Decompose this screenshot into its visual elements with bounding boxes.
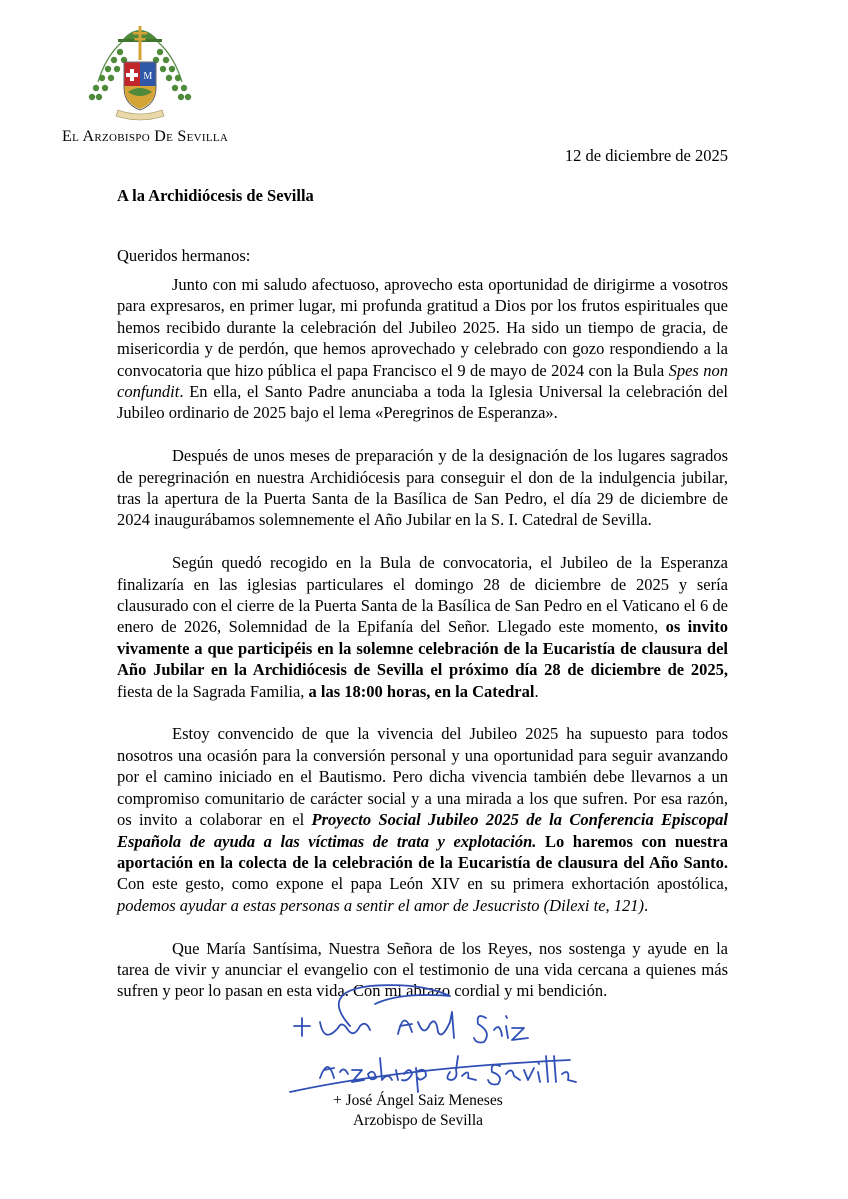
p4-text-a: Estoy convencido de que la vivencia del Jubileo 2025 ha supuesto para todos nosotros una ocasión para la conversión personal y una oportunidad para seguir avanzando por el camino iniciado en el Bautismo. Pero dicha vivencia también debe llevarnos a un compromiso comunitario de carácter social y a una mirada a los que sufren. Por esa razón, os invito a colaborar en el: [117, 724, 728, 830]
p1-text-a: Junto con mi saludo afectuoso, aprovecho esta oportunidad de dirigirme a vosotros para expresaros, en primer lugar, mi profunda gratitud a Dios por los frutos espirituales que hemos recibido durante la celebración del Jubileo 2025. Ha sido un tiempo de gracia, de misericordia y de perdón, que hemos aprovechado y celebrado con gozo respondiendo a la convocatoria que hizo pública el papa Francisco el 9 de mayo de 2024 con la Bula: [117, 275, 728, 380]
paragraph-3: [117, 552, 728, 702]
p4-project-title: Proyecto Social Jubileo 2025 de la Conferencia Episcopal Española de ayuda a las víctimas de trata y explotación.: [117, 810, 728, 851]
recipient-line: A la Archidiócesis de Sevilla: [117, 186, 314, 205]
paragraph-2: Después de unos meses de preparación y de la designación de los lugares sagrados de peregrinación en nuestra Archidiócesis para conseguir el don de la indulgencia jubilar, tras la apertura de la Puerta Santa de la Basílica de San Pedro, el día 29 de diciembre de 2024 inaugurábamos solemnemente el Año Jubilar en la S. I. Catedral de Sevilla.: [117, 446, 728, 530]
sender-heading: El Arzobispo De Sevilla: [62, 128, 229, 145]
p4-collection-bold: Lo haremos con nuestra aportación en la colecta de la celebración de la Eucaristía de clausura del Año Santo.: [117, 831, 728, 872]
paragraph-4: [117, 723, 728, 916]
p3-invitation-bold: os invito vivamente a que participéis en la solemne celebración de la Eucaristía de clausura del Año Jubilar en la Archidiócesis de Sevilla el próximo día 28 de diciembre de 2025,: [117, 617, 728, 680]
p3-time-place-bold: a las 18:00 horas, en la Catedral: [308, 681, 535, 701]
p3-text-e: .: [534, 681, 539, 701]
paragraph-1: [117, 274, 728, 424]
svg-text:M: M: [143, 71, 153, 82]
p3-text-a: Según quedó recogido en la Bula de convocatoria, el Jubileo de la Esperanza finalizaría en las iglesias particulares el domingo 28 de diciembre de 2025 y sería clausurado con el cierre de la Puerta Santa de la Basílica de San Pedro en el Vaticano el 6 de enero de 2026, Solemnidad de la Epifanía del Señor. Llegado este momento,: [117, 553, 728, 637]
paragraph-5: Que María Santísima, Nuestra Señora de los Reyes, nos sostenga y ayude en la tarea de vivir y anunciar el evangelio con el testimonio de una vida cercana a quienes más sufren y peor lo pasan en esta vida. Con mi abrazo cordial y mi bendición.: [117, 938, 728, 1001]
p4-text-f: .: [644, 895, 649, 915]
coat-of-arms-logo: [84, 22, 196, 122]
signer-name: + José Ángel Saiz Meneses: [333, 1092, 503, 1109]
p4-text-d: Con este gesto, como expone el papa León XIV en su primera exhortación apostólica,: [117, 874, 728, 894]
handwritten-signature: [280, 982, 580, 1102]
salutation: Queridos hermanos:: [117, 246, 251, 265]
p1-text-c: . En ella, el Santo Padre anunciaba a toda la Iglesia Universal la celebración del Jubileo ordinario de 2025 bajo el lema «Peregrinos de Esperanza».: [117, 382, 728, 423]
signer-title: Arzobispo de Sevilla: [353, 1112, 484, 1129]
letter-date: 12 de diciembre de 2025: [564, 146, 728, 165]
p3-text-c: fiesta de la Sagrada Familia,: [117, 681, 309, 701]
p4-quote-italic: podemos ayudar a estas personas a sentir el amor de Jesucristo (Dilexi te, 121): [117, 895, 645, 915]
p1-bull-title: Spes non confundit: [117, 360, 728, 402]
letter-body: [117, 274, 728, 1023]
